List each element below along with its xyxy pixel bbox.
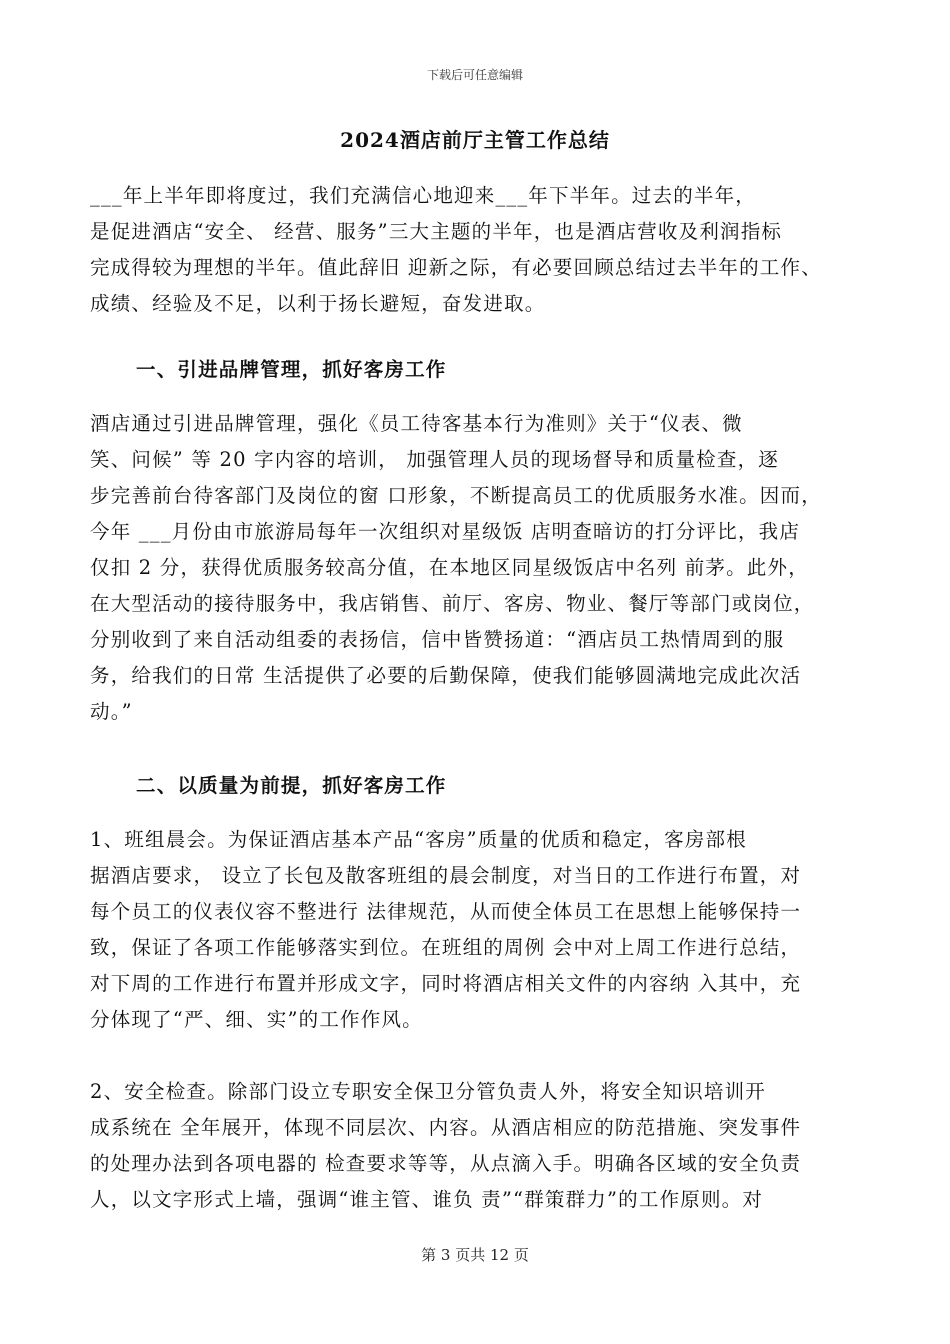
section1-line: 动。” (90, 700, 133, 723)
intro-paragraph (90, 178, 860, 322)
section2-para2-line: 的处理办法到各项电器的 检查要求等等，从点滴入手。明确各区域的安全负责 (90, 1152, 802, 1175)
section2-para2-line: 成系统在 全年展开，体现不同层次、内容。从酒店相应的防范措施、突发事件 (90, 1116, 802, 1139)
section1-heading: 一、引进品牌管理，抓好客房工作 (136, 358, 447, 381)
section2-para1-line: 每个员工的仪表仪容不整进行 法律规范，从而使全体员工在思想上能够保持一 (90, 900, 802, 923)
section1-line: 在大型活动的接待服务中，我店销售、前厅、客房、物业、餐厅等部门或岗位， (90, 592, 815, 615)
intro-line: 成绩、经验及不足，以利于扬长避短，奋发进取。 (90, 292, 546, 315)
section2-para1-line: 1、班组晨会。为保证酒店基本产品“客房”质量的优质和稳定，客房部根 (90, 828, 747, 851)
intro-line: 完成得较为理想的半年。值此辞旧 迎新之际，有必要回顾总结过去半年的工作、 (90, 256, 822, 279)
section1-line: 今年 ___月份由市旅游局每年一次组织对星级饭 店明查暗访的打分评比，我店 (90, 520, 801, 543)
document-title: 2024酒店前厅主管工作总结 (340, 128, 610, 152)
section2-para2-line: 2、安全检查。除部门设立专职安全保卫分管负责人外，将安全知识培训开 (90, 1080, 767, 1103)
section2-para1-line: 分体现了“严、细、实”的工作作风。 (90, 1008, 423, 1031)
page-footer: 第 3 页共 12 页 (421, 1246, 529, 1264)
intro-line: ___年上半年即将度过，我们充满信心地迎来___年下半年。过去的半年， (90, 184, 757, 207)
section1-line: 步完善前台待客部门及岗位的窗 口形象，不断提高员工的优质服务水准。因而， (90, 484, 822, 507)
section2-para1-line: 致，保证了各项工作能够落实到位。在班组的周例 会中对上周工作进行总结， (90, 936, 802, 959)
intro-line: 是促进酒店“安全、 经营、服务”三大主题的半年，也是酒店营收及利润指标 (90, 220, 783, 243)
section1-line: 分别收到了来自活动组委的表扬信，信中皆赞扬道：“酒店员工热情周到的服 (90, 628, 785, 651)
section1-line: 仅扣 2 分，获得优质服务较高分值，在本地区同星级饭店中名列 前茅。此外， (90, 556, 809, 579)
section2-para1-line: 据酒店要求， 设立了长包及散客班组的晨会制度，对当日的工作进行布置，对 (90, 864, 802, 887)
section2-para1-line: 对下周的工作进行布置并形成文字，同时将酒店相关文件的内容纳 入其中，充 (90, 972, 802, 995)
section1-line: 笑、问候” 等 20 字内容的培训， 加强管理人员的现场督导和质量检查，逐 (90, 448, 779, 471)
section1-line: 务，给我们的日常 生活提供了必要的后勤保障，使我们能够圆满地完成此次活 (90, 664, 802, 687)
section2-paragraph-1 (90, 822, 860, 1038)
section2-paragraph-2 (90, 1074, 860, 1218)
section2-para2-line: 人，以文字形式上墙，强调“谁主管、谁负 责”“群策群力”的工作原则。对 (90, 1188, 764, 1211)
section1-line: 酒店通过引进品牌管理，强化《员工待客基本行为准则》关于“仪表、微 (90, 412, 743, 435)
header-note: 下载后可任意编辑 (426, 68, 523, 82)
section2-heading: 二、以质量为前提，抓好客房工作 (136, 774, 447, 797)
section1-paragraph (90, 406, 860, 730)
